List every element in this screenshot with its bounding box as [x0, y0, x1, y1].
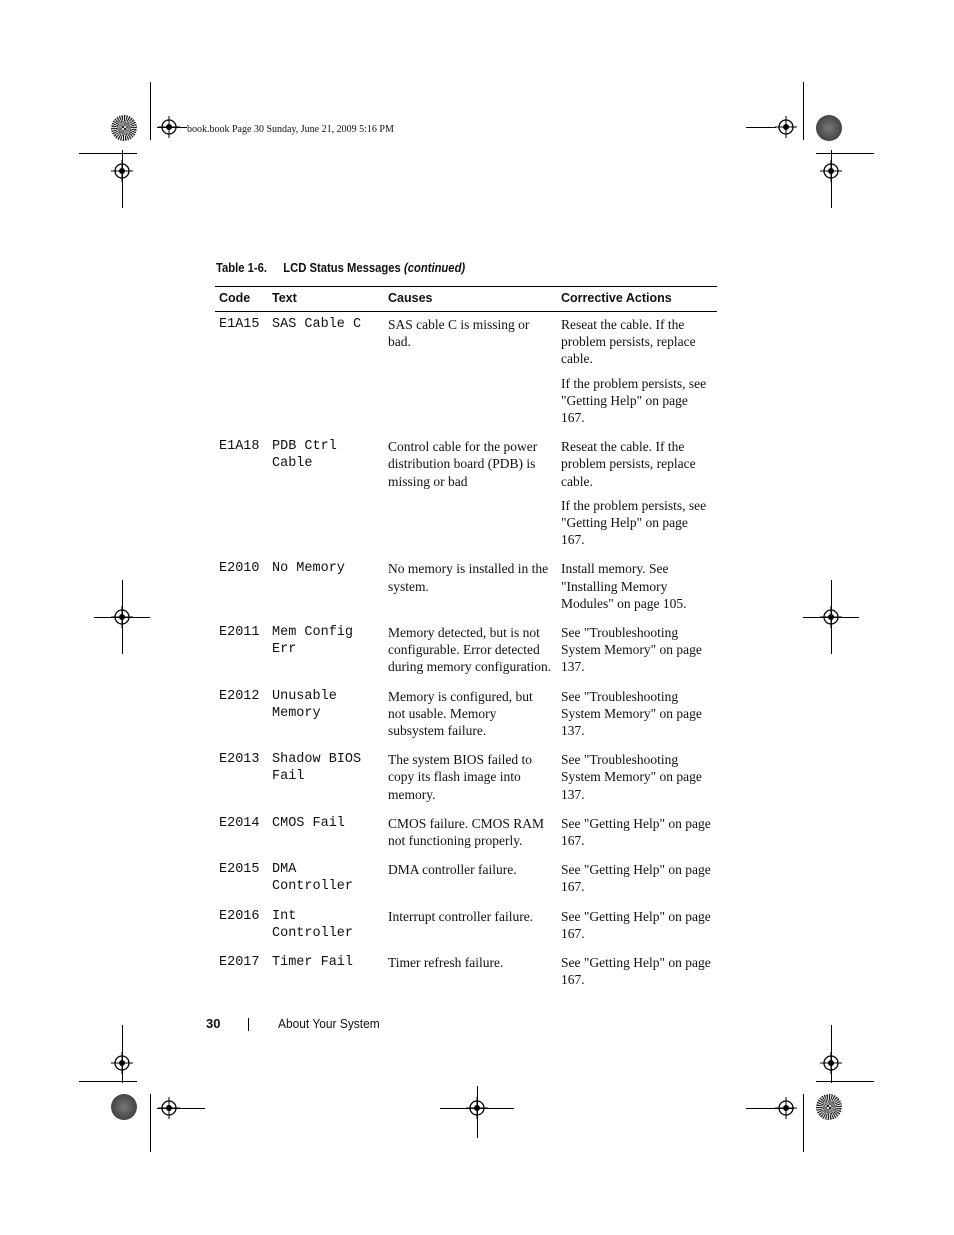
cell-code: E2017	[219, 955, 260, 971]
action-paragraph: See "Troubleshooting System Memory" on page 137.	[561, 625, 702, 675]
cell-actions	[557, 556, 717, 620]
caption-title: LCD Status Messages	[283, 261, 401, 275]
cell-text: Unusable Memory	[272, 688, 337, 721]
action-paragraph: See "Getting Help" on page 167.	[561, 955, 711, 988]
table-row	[215, 312, 717, 435]
action-paragraph: See "Troubleshooting System Memory" on page 137.	[561, 688, 702, 739]
action-paragraph: If the problem persists, see "Getting Help" on page 167.	[561, 497, 707, 548]
table-row	[215, 556, 717, 620]
footer-section-title: About Your System	[278, 1016, 380, 1031]
cell-code: E2011	[219, 625, 260, 641]
registration-target-icon	[775, 116, 797, 138]
registration-target-icon	[158, 1097, 180, 1119]
cell-text: No Memory	[272, 561, 345, 577]
cell-text: Timer Fail	[272, 955, 354, 971]
action-paragraph: If the problem persists, see "Getting Help" on page 167.	[561, 375, 707, 426]
cell-actions	[557, 857, 717, 903]
cell-causes: No memory is installed in the system.	[388, 561, 549, 594]
action-paragraph: Reseat the cable. If the problem persists, replace cable.	[561, 317, 696, 367]
action-paragraph: See "Getting Help" on page 167.	[561, 862, 711, 895]
cell-causes: Control cable for the power distribution board (PDB) is missing or bad	[388, 439, 538, 489]
column-header-causes: Causes	[384, 287, 557, 312]
cell-causes: DMA controller failure.	[388, 862, 517, 878]
table-row	[215, 950, 717, 996]
table-row	[215, 684, 717, 748]
cell-causes: The system BIOS failed to copy its flash image into memory.	[388, 752, 532, 802]
action-paragraph: See "Getting Help" on page 167.	[561, 815, 711, 849]
caption-continued: (continued)	[403, 261, 466, 275]
starburst-target-icon	[816, 1094, 842, 1120]
column-header-actions: Corrective Actions	[557, 287, 717, 312]
column-header-text: Text	[268, 287, 384, 312]
caption-label: Table 1-6.	[216, 261, 268, 275]
page-number: 30	[206, 1016, 221, 1031]
action-paragraph: Install memory. See "Installing Memory Modules" on page 105.	[561, 561, 687, 611]
cell-text: Shadow BIOS Fail	[272, 752, 362, 785]
print-stamp: book.book Page 30 Sunday, June 21, 2009 5:16 PM	[187, 124, 394, 135]
table-header-row	[215, 287, 717, 312]
column-header-code: Code	[215, 287, 268, 312]
cell-actions	[557, 684, 717, 748]
cell-actions	[557, 620, 717, 684]
registration-target-icon	[820, 606, 842, 628]
cell-code: E2010	[219, 561, 260, 577]
cell-text: Int Controller	[272, 908, 354, 941]
cell-code: E1A18	[219, 439, 260, 455]
footer-divider	[248, 1018, 249, 1031]
registration-target-icon	[775, 1097, 797, 1119]
table-row	[215, 811, 717, 857]
cell-code: E1A15	[219, 317, 260, 332]
cell-causes: Interrupt controller failure.	[388, 908, 534, 924]
cell-text: DMA Controller	[272, 862, 354, 895]
cell-causes: Memory is configured, but not usable. Memory subsystem failure.	[388, 688, 533, 739]
cell-text: PDB Ctrl Cable	[272, 439, 337, 472]
table-row	[215, 747, 717, 811]
cell-code: E2012	[219, 688, 260, 704]
table-row	[215, 620, 717, 684]
registration-target-icon	[820, 160, 842, 182]
action-paragraph: See "Getting Help" on page 167.	[561, 908, 711, 941]
lcd-status-table	[215, 286, 717, 997]
registration-target-icon	[111, 160, 133, 182]
cell-actions	[557, 811, 717, 857]
starburst-target-icon	[111, 1094, 137, 1120]
cell-actions	[557, 904, 717, 950]
table-row	[215, 434, 717, 556]
cell-causes: Memory detected, but is not configurable. Error detected during memory configuration.	[388, 625, 552, 675]
registration-target-icon	[820, 1052, 842, 1074]
registration-target-icon	[111, 606, 133, 628]
table-row	[215, 857, 717, 903]
starburst-target-icon	[816, 115, 842, 141]
table-caption	[216, 261, 465, 275]
registration-target-icon	[466, 1097, 488, 1119]
action-paragraph: See "Troubleshooting System Memory" on page 137.	[561, 752, 702, 802]
registration-target-icon	[158, 116, 180, 138]
cell-actions	[557, 747, 717, 811]
cell-causes: Timer refresh failure.	[388, 955, 504, 971]
cell-text: SAS Cable C	[272, 317, 362, 332]
registration-target-icon	[111, 1052, 133, 1074]
table-row	[215, 904, 717, 950]
cell-actions	[557, 434, 717, 556]
cell-code: E2014	[219, 815, 260, 831]
cell-causes: CMOS failure. CMOS RAM not functioning properly.	[388, 815, 545, 849]
action-paragraph: Reseat the cable. If the problem persists, replace cable.	[561, 439, 696, 489]
cell-code: E2015	[219, 862, 260, 878]
cell-actions	[557, 950, 717, 996]
cell-causes: SAS cable C is missing or bad.	[388, 317, 530, 350]
cell-text: CMOS Fail	[272, 815, 345, 831]
cell-actions	[557, 312, 717, 435]
cell-code: E2016	[219, 908, 260, 924]
starburst-target-icon	[111, 115, 137, 141]
cell-code: E2013	[219, 752, 260, 768]
cell-text: Mem Config Err	[272, 625, 354, 658]
